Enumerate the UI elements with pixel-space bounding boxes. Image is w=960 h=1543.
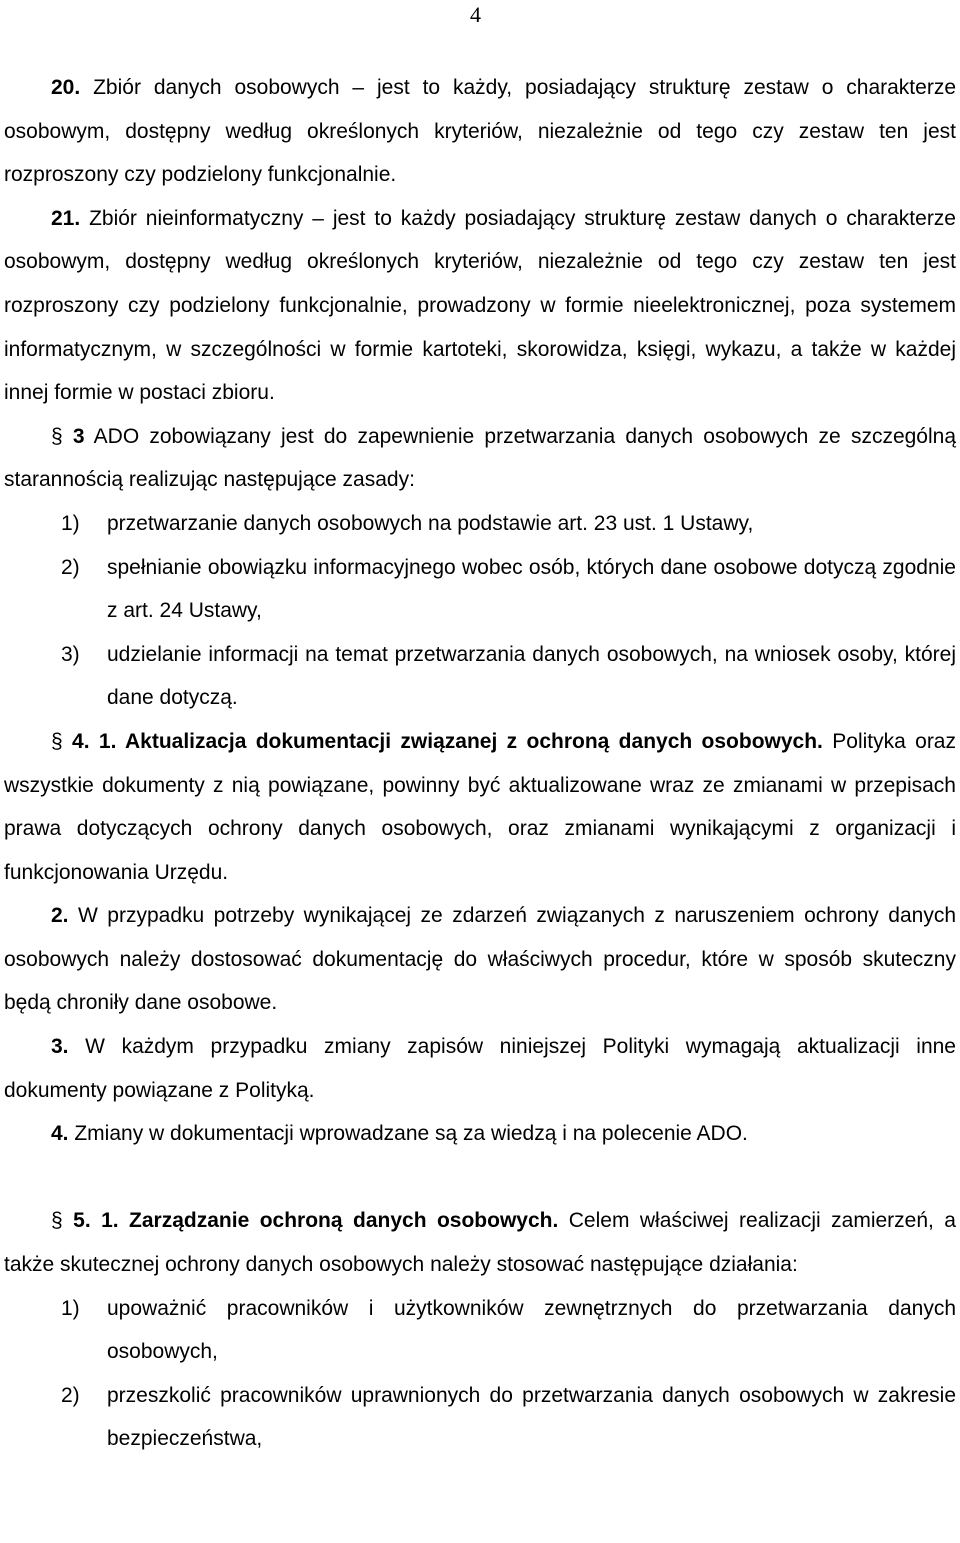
section-text: Polityka oraz wszystkie dokumenty z nią powiązane, powinny być aktualizowane wraz ze zmianami w przepisach prawa dotyczących ochrony danych osobowych, oraz zmianami wynikającymi z organizacji i funkcjonowania Urzędu. — [4, 729, 956, 884]
list-item: 1) upoważnić pracowników i użytkowników zewnętrznych do przetwarzania danych osobowych, — [61, 1296, 956, 1364]
section-5 — [4, 1199, 956, 1286]
section-4-paragraph-2: 2. W przypadku potrzeby wynikającej ze zdarzeń związanych z naruszeniem ochrony danych osobowych należy dostosować dokumentację do właściwych procedur, które w sposób skuteczny będą chroniły dane osobowe. — [4, 904, 956, 1015]
list-item: 1) przetwarzanie danych osobowych na podstawie art. 23 ust. 1 Ustawy, — [61, 511, 754, 535]
list-item: 3) udzielanie informacji na temat przetwarzania danych osobowych, na wniosek osoby, której dane dotyczą. — [61, 642, 956, 710]
section-sign: § — [51, 1209, 63, 1233]
section-4-paragraph-3: 3. W każdym przypadku zmiany zapisów niniejszej Polityki wymagają aktualizacji inne dokumenty powiązane z Polityką. — [4, 1035, 956, 1102]
section-sign: § — [51, 729, 63, 753]
definition-number: 21. — [51, 206, 81, 230]
section-heading: 5. 1. Zarządzanie ochroną danych osobowych. — [62, 1209, 559, 1233]
page-number: 4 — [470, 2, 481, 27]
section-3 — [4, 415, 956, 502]
document-body — [4, 66, 956, 1461]
definition-20 — [4, 66, 956, 197]
list-item: 2) spełnianie obowiązku informacyjnego wobec osób, których dane osobowe dotyczą zgodnie z art. 24 Ustawy, — [61, 555, 956, 623]
section-text: Celem właściwej realizacji zamierzeń, a także skutecznej ochrony danych osobowych należy stosować następujące działania: — [4, 1209, 956, 1277]
section-4-paragraph-4: 4. Zmiany w dokumentacji wprowadzane są za wiedzą i na polecenie ADO. — [51, 1122, 748, 1146]
spacer — [4, 1156, 956, 1200]
definition-text: Zbiór nieinformatyczny – jest to każdy posiadający strukturę zestaw danych o charakterze osobowym, dostępny według określonych kryteriów, niezależnie od tego czy zestaw ten jest rozproszony czy podzielony funkcjonalnie, prowadzony w formie nieelektronicznej, poza systemem informatycznym, w szczególności w formie kartoteki, skorowidza, księgi, wykazu, a także w każdej innej formie w postaci zbioru. — [4, 206, 956, 405]
list-item: 2) przeszkolić pracowników uprawnionych do przetwarzania danych osobowych w zakresie bezpieczeństwa, — [61, 1383, 956, 1451]
section-heading: 4. 1. Aktualizacja dokumentacji związanej z ochroną danych osobowych. — [62, 729, 823, 753]
section-number: 3 — [62, 424, 85, 448]
definition-number: 20. — [51, 76, 81, 99]
section-text: ADO zobowiązany jest do zapewnienie przetwarzania danych osobowych ze szczególną starannością realizując następujące zasady: — [4, 424, 957, 492]
definition-21 — [4, 197, 956, 415]
section-sign: § — [51, 424, 63, 448]
section-4 — [4, 720, 956, 894]
definition-text: Zbiór danych osobowych – jest to każdy, posiadający strukturę zestaw o charakterze osobowym, dostępny według określonych kryteriów, niezależnie od tego czy zestaw ten jest rozproszony czy podzielony funkcjonalnie. — [4, 76, 956, 187]
